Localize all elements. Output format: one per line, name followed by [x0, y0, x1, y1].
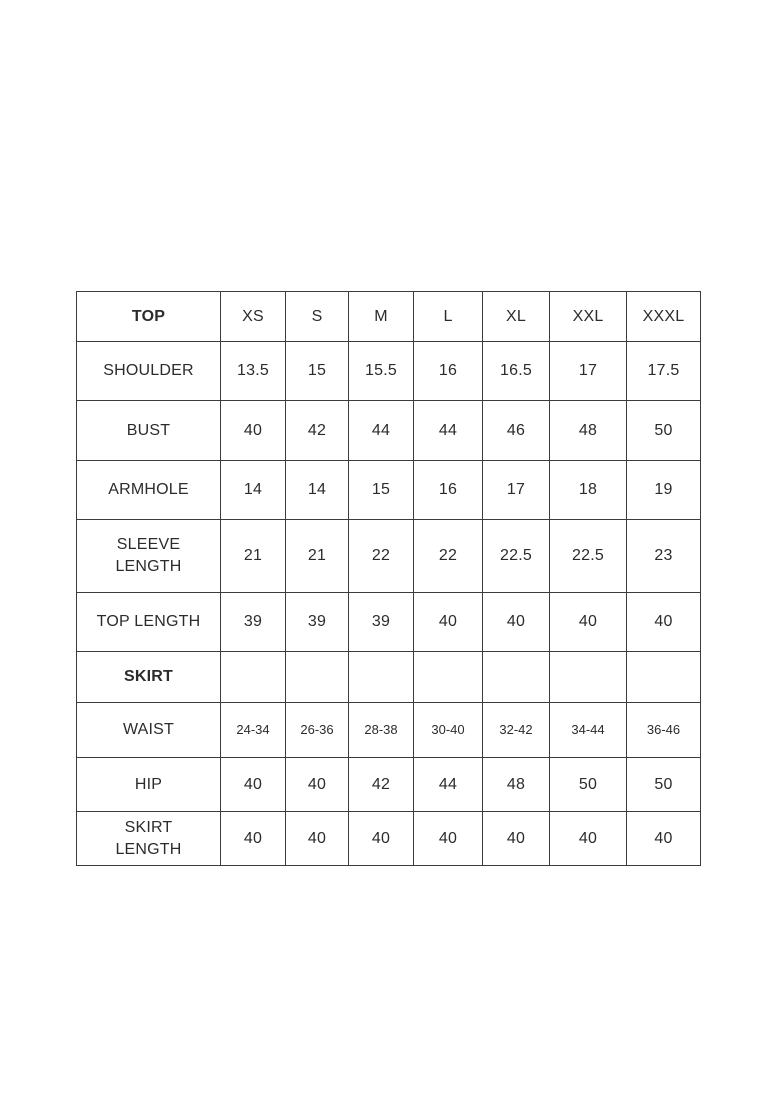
- section-header-skirt: SKIRT: [77, 652, 221, 703]
- size-chart: [76, 291, 701, 866]
- value-cell: [483, 652, 550, 703]
- value-cell: 19: [627, 461, 701, 520]
- value-cell: 15: [349, 461, 414, 520]
- value-cell: 46: [483, 401, 550, 461]
- size-column-header: M: [349, 292, 414, 342]
- size-column-header: S: [286, 292, 349, 342]
- size-column-header: XXL: [550, 292, 627, 342]
- size-column-header: XS: [221, 292, 286, 342]
- value-cell: 50: [627, 401, 701, 461]
- measurement-row: [77, 461, 701, 520]
- row-label: TOP LENGTH: [77, 593, 221, 652]
- section-header-top: TOP: [77, 292, 221, 342]
- measurement-row: [77, 703, 701, 758]
- value-cell: 40: [414, 593, 483, 652]
- value-cell: 40: [627, 812, 701, 866]
- measurement-row: [77, 401, 701, 461]
- value-cell: 44: [414, 401, 483, 461]
- size-column-header: XXXL: [627, 292, 701, 342]
- value-cell: 48: [483, 758, 550, 812]
- measurement-row: [77, 342, 701, 401]
- value-cell: 42: [349, 758, 414, 812]
- value-cell: 22.5: [483, 520, 550, 593]
- value-cell: 15: [286, 342, 349, 401]
- value-cell: 40: [349, 812, 414, 866]
- value-cell: 40: [550, 812, 627, 866]
- value-cell: 17.5: [627, 342, 701, 401]
- value-cell: 40: [286, 812, 349, 866]
- row-label: WAIST: [77, 703, 221, 758]
- row-label: BUST: [77, 401, 221, 461]
- value-cell: 40: [414, 812, 483, 866]
- measurement-row: [77, 758, 701, 812]
- value-cell: 32-42: [483, 703, 550, 758]
- value-cell: [221, 652, 286, 703]
- value-cell: 40: [483, 593, 550, 652]
- value-cell: 14: [221, 461, 286, 520]
- value-cell: 40: [286, 758, 349, 812]
- value-cell: 26-36: [286, 703, 349, 758]
- value-cell: [349, 652, 414, 703]
- value-cell: [627, 652, 701, 703]
- value-cell: [550, 652, 627, 703]
- row-label: ARMHOLE: [77, 461, 221, 520]
- value-cell: 23: [627, 520, 701, 593]
- value-cell: 34-44: [550, 703, 627, 758]
- section-divider-row: [77, 652, 701, 703]
- value-cell: 17: [483, 461, 550, 520]
- value-cell: 40: [483, 812, 550, 866]
- value-cell: 21: [286, 520, 349, 593]
- row-label: SHOULDER: [77, 342, 221, 401]
- value-cell: 50: [627, 758, 701, 812]
- value-cell: 39: [286, 593, 349, 652]
- value-cell: 22: [414, 520, 483, 593]
- value-cell: 13.5: [221, 342, 286, 401]
- value-cell: 17: [550, 342, 627, 401]
- value-cell: 40: [627, 593, 701, 652]
- value-cell: 39: [349, 593, 414, 652]
- value-cell: 42: [286, 401, 349, 461]
- value-cell: [286, 652, 349, 703]
- value-cell: 40: [221, 401, 286, 461]
- value-cell: [414, 652, 483, 703]
- size-chart-table: [76, 291, 701, 866]
- value-cell: 28-38: [349, 703, 414, 758]
- row-label: HIP: [77, 758, 221, 812]
- value-cell: 16.5: [483, 342, 550, 401]
- value-cell: 22.5: [550, 520, 627, 593]
- value-cell: 40: [221, 812, 286, 866]
- value-cell: 44: [349, 401, 414, 461]
- value-cell: 30-40: [414, 703, 483, 758]
- value-cell: 18: [550, 461, 627, 520]
- value-cell: 39: [221, 593, 286, 652]
- value-cell: 36-46: [627, 703, 701, 758]
- size-column-header: XL: [483, 292, 550, 342]
- size-column-header: L: [414, 292, 483, 342]
- value-cell: 22: [349, 520, 414, 593]
- value-cell: 48: [550, 401, 627, 461]
- value-cell: 15.5: [349, 342, 414, 401]
- measurement-row: [77, 812, 701, 866]
- measurement-row: [77, 520, 701, 593]
- value-cell: 40: [221, 758, 286, 812]
- table-body: [77, 342, 701, 866]
- row-label: SLEEVE LENGTH: [77, 520, 221, 593]
- value-cell: 50: [550, 758, 627, 812]
- measurement-row: [77, 593, 701, 652]
- value-cell: 40: [550, 593, 627, 652]
- value-cell: 21: [221, 520, 286, 593]
- value-cell: 14: [286, 461, 349, 520]
- value-cell: 16: [414, 461, 483, 520]
- header-row: [77, 292, 701, 342]
- value-cell: 44: [414, 758, 483, 812]
- row-label: SKIRT LENGTH: [77, 812, 221, 866]
- value-cell: 24-34: [221, 703, 286, 758]
- value-cell: 16: [414, 342, 483, 401]
